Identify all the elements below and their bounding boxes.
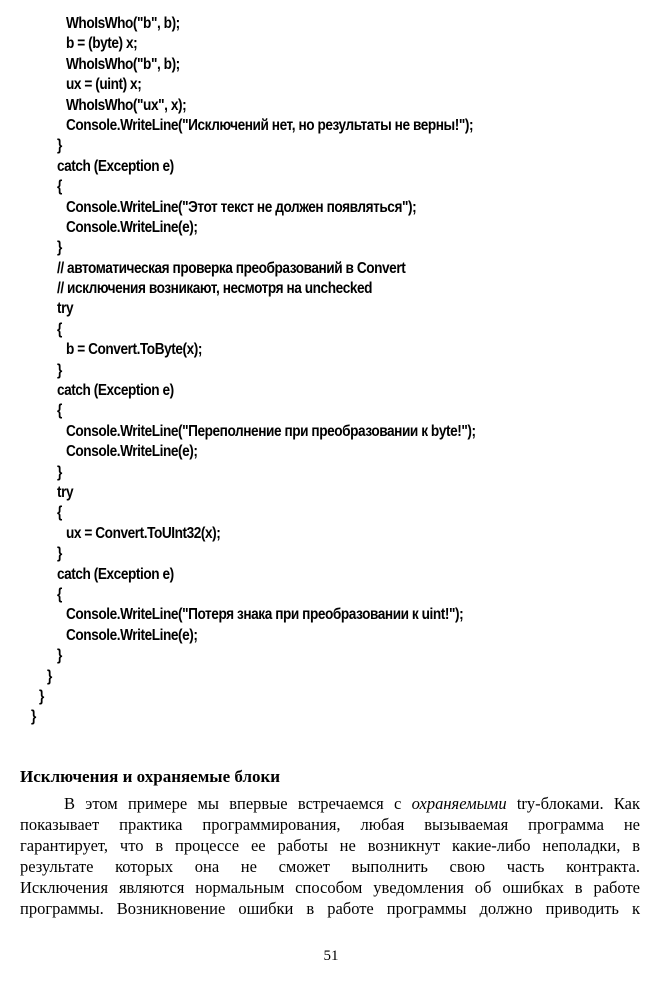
code-line: WhoIsWho("b", b); bbox=[66, 15, 180, 32]
code-line: Console.WriteLine("Потеря знака при преобразовании к uint!"); bbox=[66, 606, 464, 624]
paragraph-text: программы. Возникновение ошибки в работе программы должно приводить к bbox=[20, 899, 640, 918]
code-line: b = Convert.ToByte(x); bbox=[66, 341, 202, 359]
code-line: catch (Exception e) bbox=[56, 565, 174, 583]
section-heading: Исключения и охраняемые блоки bbox=[20, 767, 281, 786]
page-number: 51 bbox=[323, 948, 339, 964]
code-line: } bbox=[56, 463, 62, 481]
code-line: { bbox=[56, 402, 62, 420]
paragraph-text: гарантирует, что в процессе ее работы не возникнут какие-либо неполадки, в bbox=[20, 836, 640, 855]
code-line: catch (Exception e) bbox=[56, 157, 174, 175]
code-line: } bbox=[56, 361, 62, 379]
code-line: WhoIsWho("b", b); bbox=[66, 55, 180, 73]
code-line: } bbox=[30, 708, 36, 726]
paragraph-text: результате которых она не сможет выполнить свою часть контракта. bbox=[20, 857, 640, 876]
paragraph-text: В этом примере мы впервые встречаемся с bbox=[64, 794, 412, 813]
code-line: } bbox=[56, 137, 62, 155]
code-line: WhoIsWho("ux", x); bbox=[66, 96, 187, 114]
code-line: } bbox=[56, 239, 62, 257]
paragraph-line bbox=[20, 898, 640, 919]
emphasized-term: охраняемыми bbox=[411, 794, 507, 813]
paragraph-text: показывает практика программирования, любая вызываемая программа не bbox=[20, 815, 640, 834]
paragraph-line bbox=[20, 814, 640, 835]
paragraph-text: try-блоками. Как bbox=[506, 794, 640, 813]
code-line: catch (Exception e) bbox=[56, 382, 174, 400]
code-line: Console.WriteLine("Переполнение при преобразовании к byte!"); bbox=[66, 422, 476, 440]
code-line: ux = Convert.ToUInt32(x); bbox=[66, 524, 221, 542]
code-line: { bbox=[56, 504, 62, 522]
paragraph-text: Исключения являются нормальным способом уведомления об ошибках в работе bbox=[20, 878, 640, 897]
code-line: // исключения возникают, несмотря на unchecked bbox=[56, 280, 373, 298]
code-line: Console.WriteLine(e); bbox=[66, 626, 198, 644]
paragraph-line bbox=[20, 877, 640, 898]
code-line: } bbox=[56, 647, 62, 665]
paragraph-line bbox=[20, 856, 640, 877]
code-line: } bbox=[46, 667, 52, 685]
code-line: b = (byte) x; bbox=[66, 35, 138, 53]
code-listing bbox=[0, 14, 583, 728]
code-line: try bbox=[56, 483, 74, 501]
paragraph-line bbox=[20, 835, 640, 856]
code-line: Console.WriteLine("Этот текст не должен появляться"); bbox=[66, 198, 417, 216]
code-line: Console.WriteLine(e); bbox=[66, 218, 198, 236]
code-line: { bbox=[56, 320, 62, 338]
code-line: Console.WriteLine("Исключений нет, но результаты не верны!"); bbox=[66, 116, 474, 134]
code-line: { bbox=[56, 585, 62, 603]
paragraph-line bbox=[20, 793, 640, 814]
code-line: // автоматическая проверка преобразований в Convert bbox=[56, 259, 406, 277]
code-line: } bbox=[56, 545, 62, 563]
code-line: try bbox=[56, 300, 74, 318]
code-line: } bbox=[38, 687, 44, 705]
code-line: Console.WriteLine(e); bbox=[66, 443, 198, 461]
code-line: ux = (uint) x; bbox=[66, 76, 142, 94]
code-line: { bbox=[56, 178, 62, 196]
body-paragraph bbox=[20, 793, 640, 919]
